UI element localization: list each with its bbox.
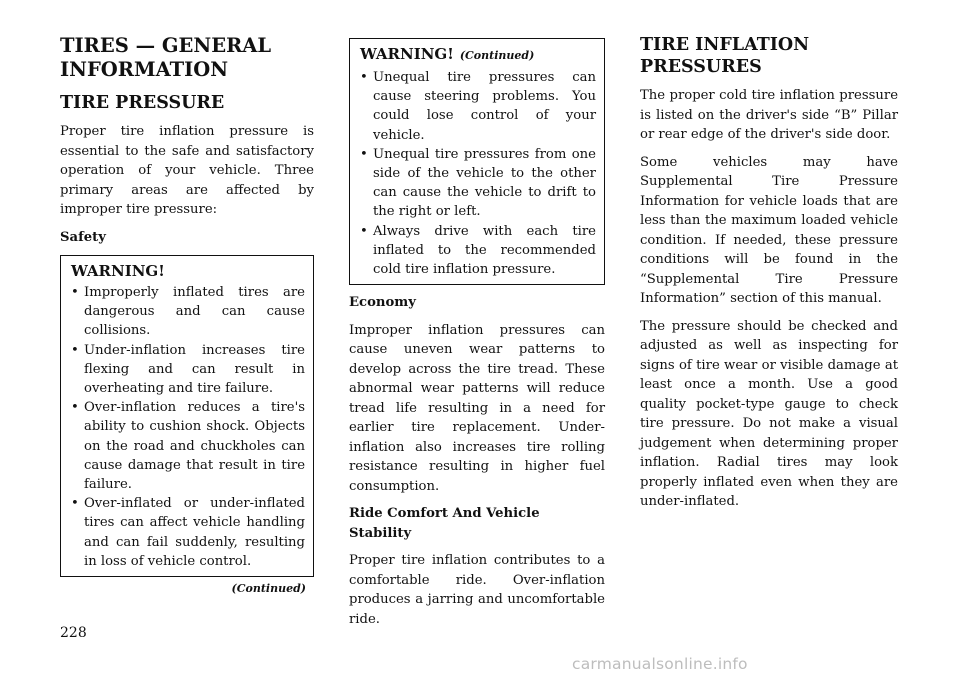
section-title: TIRES — GENERAL INFORMATION — [60, 34, 272, 81]
warning-title — [360, 44, 596, 66]
inflation-paragraph-1: The proper cold tire inflation pressure is listed on the driver's side “B” Pillar or rear edge of the driver's side door. — [640, 88, 898, 142]
warning-list — [71, 283, 305, 571]
column-right — [640, 34, 898, 520]
warning-item: • Over-inflation reduces a tire's ability to cushion shock. Objects on the road and chuckholes can cause damage that result in tire failure. — [71, 398, 305, 494]
inflation-paragraph-2: Some vehicles may have Supplemental Tire Pressure Information for vehicle loads that are less than the maximum loaded vehicle condition. If needed, these pressure conditions will be found in the “Supplemental Tire Pressure Information” section of this manual. — [640, 154, 898, 306]
warning-box-continued — [349, 38, 605, 285]
warning-item: • Over-inflated or under-inflated tires can affect vehicle handling and can fail suddenly, resulting in loss of vehicle control. — [71, 494, 305, 571]
inflation-title: TIRE INFLATION PRESSURES — [640, 35, 810, 77]
economy-paragraph: Improper inflation pressures can cause uneven wear patterns to develop across the tire tread. These abnormal wear patterns will reduce tread life resulting in a need for earlier tire replacement. Under-inflation also increases tire rolling resistance resulting in higher fuel consumption. — [349, 322, 605, 494]
column-left — [60, 34, 314, 595]
safety-heading: Safety — [60, 229, 106, 245]
warning-item: • Always drive with each tire inflated to the recommended cold tire inflation pressure. — [360, 222, 596, 280]
warning-title-text: WARNING! — [360, 45, 454, 63]
warning-item: • Unequal tire pressures can cause steering problems. You could lose control of your vehicle. — [360, 68, 596, 145]
warning-list — [360, 68, 596, 279]
watermark: carmanualsonline.info — [572, 655, 748, 673]
page-number: 228 — [60, 625, 87, 641]
warning-title: WARNING! — [71, 262, 165, 280]
warning-item: • Unequal tire pressures from one side of the vehicle to the other can cause the vehicle to drift to the right or left. — [360, 145, 596, 222]
warning-item: • Improperly inflated tires are dangerous and can cause collisions. — [71, 283, 305, 341]
warning-box — [60, 255, 314, 577]
continued-label: (Continued) — [231, 582, 306, 596]
ride-heading: Ride Comfort And Vehicle Stability — [349, 506, 540, 541]
ride-paragraph: Proper tire inflation contributes to a comfortable ride. Over-inflation produces a jarring and uncomfortable ride. — [349, 553, 605, 627]
warning-item: • Under-inflation increases tire flexing and can result in overheating and tire failure. — [71, 341, 305, 399]
continued-label: (Continued) — [459, 49, 535, 62]
subsection-title: TIRE PRESSURE — [60, 93, 225, 113]
economy-heading: Economy — [349, 295, 416, 311]
inflation-paragraph-3: The pressure should be checked and adjusted as well as inspecting for signs of tire wear or visible damage at least once a month. Use a good quality pocket-type gauge to check tire pressure. Do not make a visual judgement when determining proper inflation. Radial tires may look properly inflated even when they are under-inflated. — [640, 318, 898, 509]
column-middle — [349, 34, 605, 637]
intro-paragraph: Proper tire inflation pressure is essential to the safe and satisfactory operation of your vehicle. Three primary areas are affected by improper tire pressure: — [60, 124, 314, 217]
